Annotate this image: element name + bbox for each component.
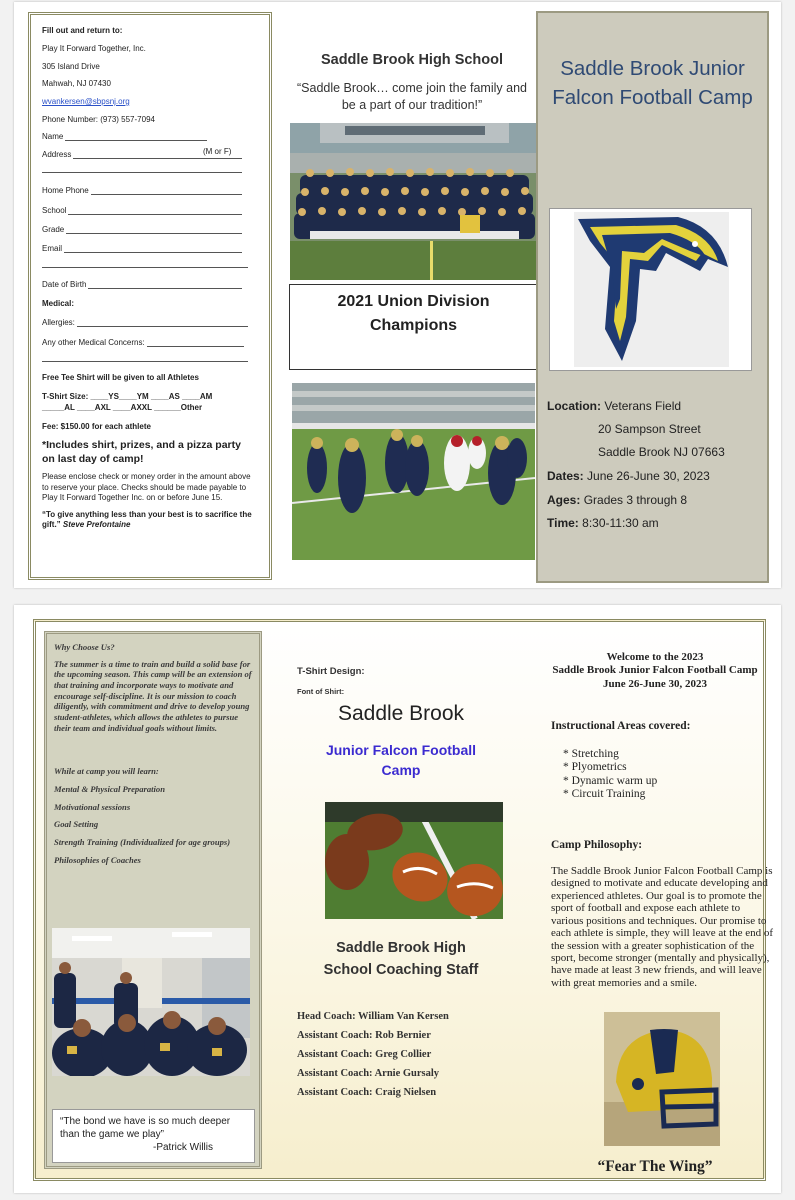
includes-note: *Includes shirt, prizes, and a pizza party on last day of camp! (42, 439, 241, 465)
payment-instructions: Please enclose check or money order in the amount above to reserve your place. Checks should be made payable to Play It Forward Together Inc. on or before June 15. (42, 472, 251, 502)
location-label: Location: (547, 399, 601, 413)
philosophy-title: Camp Philosophy: (551, 839, 643, 851)
school-title: Saddle Brook High School (320, 52, 504, 68)
footballs-image (325, 802, 503, 919)
org-phone: Phone Number: (973) 557-7094 (42, 115, 155, 124)
championship-line-1: 2021 Union Division (337, 293, 490, 310)
address-line-2[interactable] (42, 172, 242, 173)
learn-title: While at camp you will learn: (54, 766, 159, 776)
cover-panel (536, 11, 769, 583)
middle-panel-inside (281, 622, 521, 1182)
team-photo-image (290, 123, 539, 280)
helmet-image (604, 1012, 720, 1146)
bond-quote-author: -Patrick Willis (153, 1142, 213, 1153)
dob-field[interactable] (42, 281, 242, 289)
shirt-front-label: Font of Shirt: (297, 687, 345, 696)
tshirt-design-label: T-Shirt Design: (297, 666, 365, 677)
inside-frame (33, 619, 774, 1181)
email-field-label: Email (42, 244, 63, 253)
why-body: The summer is a time to train and build a solid base for the upcoming season. This camp will be an extension of that training and incorporate ways to motivate and encourage self-discipline. It is our mission to coach diligently, with commitment and drive to develop young student-athletes, which allows the athletes to pursue their team and individual goals without limits. (54, 658, 252, 733)
right-panel-inside (523, 622, 774, 1182)
footballs-photo (325, 802, 503, 919)
coach-entry: Assistant Coach: Arnie Gursaly (297, 1068, 440, 1079)
other-medical-label: Any other Medical Concerns: (42, 338, 145, 347)
locker-room-photo (52, 928, 250, 1076)
location-street: 20 Sampson Street (598, 422, 701, 436)
welcome-heading (533, 651, 777, 691)
location-city: Saddle Brook NJ 07663 (598, 445, 725, 459)
learn-item: Mental & Physical Preparation (54, 784, 166, 794)
learn-item: Motivational sessions (54, 802, 131, 812)
name-field[interactable] (42, 133, 207, 141)
learn-item: Strength Training (Individualized for age groups) (54, 837, 231, 847)
registration-form-panel (28, 12, 272, 580)
game-action-image (292, 383, 535, 560)
ages-label: Ages: (547, 493, 581, 507)
coach-entry: Head Coach: William Van Kersen (297, 1011, 449, 1022)
grade-label: Grade (42, 225, 65, 234)
dates-value: June 26-June 30, 2023 (587, 469, 710, 483)
fear-the-wing-slogan: “Fear The Wing” (597, 1158, 713, 1175)
area-item: * Circuit Training (563, 788, 646, 800)
org-address-1: 305 Island Drive (42, 62, 100, 71)
middle-panel-outside (276, 2, 548, 588)
ages-value: Grades 3 through 8 (583, 493, 688, 507)
game-action-photo (292, 383, 535, 560)
area-item: * Dynamic warm up (563, 775, 658, 787)
school-label: School (42, 206, 67, 215)
allergies-field[interactable] (42, 319, 248, 327)
brochure-page-inside (14, 605, 781, 1193)
time-label: Time: (547, 516, 579, 530)
dob-label: Date of Birth (42, 280, 87, 289)
area-item: * Plyometrics (563, 761, 627, 773)
name-label: Name (42, 132, 64, 141)
dates-label: Dates: (547, 469, 584, 483)
medical-line-2[interactable] (42, 361, 248, 362)
grade-field[interactable] (42, 226, 242, 234)
home-phone-field[interactable] (42, 187, 242, 195)
org-address-2: Mahwah, NJ 07430 (42, 79, 111, 88)
welcome-line-2: Saddle Brook Junior Falcon Football Camp (552, 664, 758, 677)
falcon-logo-box (549, 208, 752, 371)
falcon-logo-icon (550, 209, 753, 372)
tee-note: Free Tee Shirt will be given to all Athletes (42, 373, 199, 382)
coach-entry: Assistant Coach: Craig Nielsen (297, 1087, 437, 1098)
tshirt-size-line-1[interactable]: T-Shirt Size: ____YS____YM ____AS ____AM (42, 392, 213, 401)
email-field[interactable] (42, 245, 242, 253)
shirt-text-line-1: Saddle Brook (337, 702, 465, 725)
why-choose-us-panel (44, 631, 262, 1169)
prefontaine-quote (42, 510, 254, 530)
tshirt-size-line-2[interactable]: _____AL ____AXL ____AXXL ______Other (42, 403, 203, 412)
coaching-staff-title: Saddle Brook High School Coaching Staff (323, 940, 479, 978)
other-medical-field[interactable] (42, 339, 244, 347)
email-line-2[interactable] (42, 267, 248, 268)
locker-room-image (52, 928, 250, 1076)
coach-entry: Assistant Coach: Greg Collier (297, 1049, 432, 1060)
org-name: Play It Forward Together, Inc. (42, 44, 146, 53)
address-label: Address (42, 150, 72, 159)
fee-line: Fee: $150.00 for each athlete (42, 422, 151, 431)
home-phone-label: Home Phone (42, 186, 89, 195)
area-item: * Stretching (563, 748, 619, 760)
learn-item: Philosophies of Coaches (54, 855, 141, 865)
championship-line-2: Champions (369, 317, 458, 334)
school-tagline: “Saddle Brook… come join the family and be a part of our tradition!” (297, 81, 527, 112)
welcome-line-3: June 26-June 30, 2023 (603, 677, 707, 690)
coach-entry: Assistant Coach: Rob Bernier (297, 1030, 431, 1041)
time-value: 8:30-11:30 am (582, 516, 659, 530)
email-link[interactable]: wvankersen@sbpsnj.org (42, 97, 130, 106)
bond-quote-box (52, 1109, 255, 1163)
instructional-title: Instructional Areas covered: (551, 720, 691, 732)
school-field[interactable] (42, 207, 242, 215)
bond-quote-text: “The bond we have is so much deeper than the game we play” (60, 1116, 231, 1140)
championship-box (289, 284, 538, 370)
allergies-label: Allergies: (42, 318, 75, 327)
brochure-page-outside (14, 2, 781, 588)
prefontaine-quote-text: “To give anything less than your best is to sacrifice the gift.” (42, 509, 252, 529)
gender-label: (M or F) (203, 147, 232, 156)
camp-title: Saddle Brook Junior Falcon Football Camp (552, 57, 753, 109)
helmet-photo (604, 1012, 720, 1146)
medical-heading: Medical: (42, 299, 75, 308)
team-photo (290, 123, 539, 280)
philosophy-text: The Saddle Brook Junior Falcon Football Camp is designed to motivate and educate developing and experienced athletes. Our goal is to promote the sport of football and expose each athlete to various positions and techniques. Our promise to each athlete is simple, they will leave at the end of the session with a greater sophistication of the sport, become stronger (mentally and physically), have made at least 3 new friends, and will leave with great memories and a smile. (551, 865, 774, 989)
shirt-text-line-2: Junior Falcon Football Camp (325, 742, 477, 779)
location-value: Veterans Field (604, 399, 682, 413)
why-title: Why Choose Us? (54, 642, 115, 652)
prefontaine-quote-author: Steve Prefontaine (62, 519, 131, 529)
fill-out-heading: Fill out and return to: (42, 26, 123, 35)
learn-item: Goal Setting (54, 819, 99, 829)
welcome-line-1: Welcome to the 2023 (606, 651, 704, 663)
